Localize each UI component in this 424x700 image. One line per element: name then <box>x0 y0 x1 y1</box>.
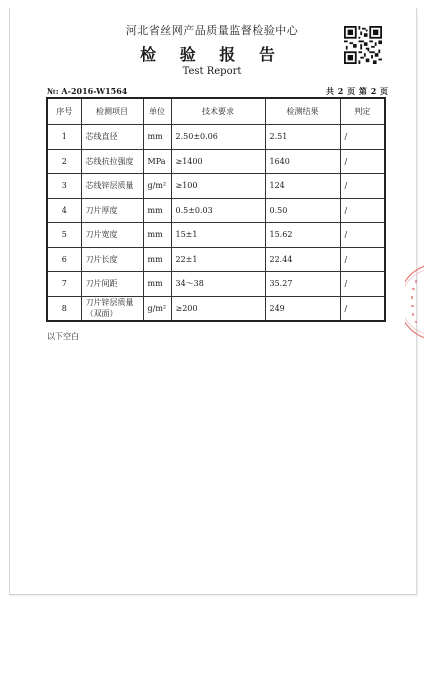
row-item: 刀片宽度 <box>81 223 143 248</box>
row-no: 8 <box>47 296 81 321</box>
row-no: 1 <box>47 125 81 150</box>
table-row <box>47 125 385 150</box>
row-no: 5 <box>47 223 81 248</box>
row-item: 芯线锌层质量 <box>81 174 143 199</box>
col-header-item: 检测项目 <box>81 98 143 125</box>
row-item: 刀片厚度 <box>81 198 143 223</box>
row-no: 4 <box>47 198 81 223</box>
table-row <box>47 272 385 297</box>
row-no: 6 <box>47 247 81 272</box>
col-header-no: 序号 <box>47 98 81 125</box>
row-requirement: 0.5±0.03 <box>171 198 265 223</box>
row-unit: g/m² <box>143 174 171 199</box>
row-judgement: / <box>340 149 385 174</box>
col-header-requirement: 技术要求 <box>171 98 265 125</box>
row-result: 15.62 <box>265 223 340 248</box>
row-requirement: 15±1 <box>171 223 265 248</box>
row-judgement: / <box>340 272 385 297</box>
row-unit: mm <box>143 125 171 150</box>
red-seal-stamp <box>405 262 424 342</box>
row-result: 249 <box>265 296 340 321</box>
table-row <box>47 296 385 321</box>
test-results-table <box>46 97 386 322</box>
row-result: 1640 <box>265 149 340 174</box>
row-result: 35.27 <box>265 272 340 297</box>
col-header-unit: 单位 <box>143 98 171 125</box>
table-row <box>47 223 385 248</box>
row-unit: mm <box>143 247 171 272</box>
row-judgement: / <box>340 174 385 199</box>
row-unit: g/m² <box>143 296 171 321</box>
row-result: 22.44 <box>265 247 340 272</box>
report-title-cn: 检 验 报 告 <box>140 45 284 64</box>
col-header-judgement: 判定 <box>340 98 385 125</box>
row-no: 7 <box>47 272 81 297</box>
table-row <box>47 247 385 272</box>
row-item: 刀片锌层质量（双面） <box>81 296 143 321</box>
row-requirement: ≥1400 <box>171 149 265 174</box>
row-no: 3 <box>47 174 81 199</box>
row-requirement: ≥200 <box>171 296 265 321</box>
table-row <box>47 174 385 199</box>
organization-name: 河北省丝网产品质量监督检验中心 <box>125 24 299 37</box>
table-header-row <box>47 98 385 125</box>
row-unit: mm <box>143 198 171 223</box>
report-number: №: A-2016-W1564 <box>47 86 128 96</box>
row-result: 0.50 <box>265 198 340 223</box>
row-item: 芯线直径 <box>81 125 143 150</box>
qr-code-icon <box>344 26 382 64</box>
row-unit: mm <box>143 272 171 297</box>
row-result: 124 <box>265 174 340 199</box>
report-title-en: Test Report <box>182 66 242 77</box>
row-item: 芯线抗拉强度 <box>81 149 143 174</box>
row-judgement: / <box>340 125 385 150</box>
row-requirement: 22±1 <box>171 247 265 272</box>
row-judgement: / <box>340 198 385 223</box>
row-requirement: 2.50±0.06 <box>171 125 265 150</box>
page-indicator: 共 2 页 第 2 页 <box>326 86 389 96</box>
blank-below-note: 以下空白 <box>47 332 79 341</box>
row-unit: mm <box>143 223 171 248</box>
row-item: 刀片长度 <box>81 247 143 272</box>
table-row <box>47 198 385 223</box>
row-result: 2.51 <box>265 125 340 150</box>
col-header-result: 检测结果 <box>265 98 340 125</box>
row-no: 2 <box>47 149 81 174</box>
row-requirement: ≥100 <box>171 174 265 199</box>
row-judgement: / <box>340 296 385 321</box>
row-judgement: / <box>340 247 385 272</box>
table-row <box>47 149 385 174</box>
row-judgement: / <box>340 223 385 248</box>
row-requirement: 34～38 <box>171 272 265 297</box>
row-item: 刀片间距 <box>81 272 143 297</box>
row-unit: MPa <box>143 149 171 174</box>
